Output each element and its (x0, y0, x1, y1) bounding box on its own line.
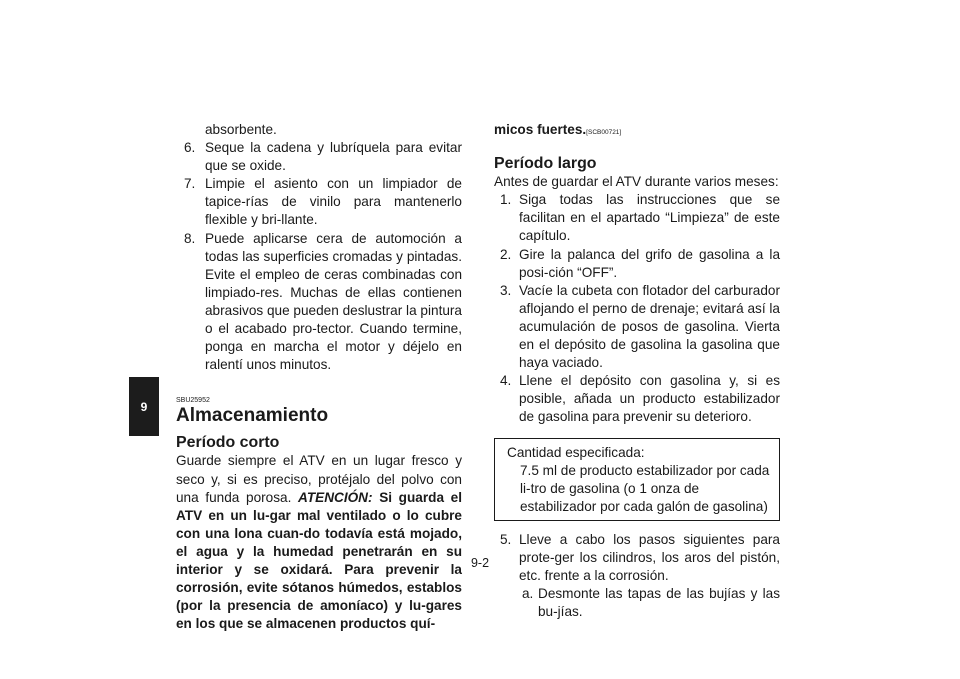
step-number: 7. (184, 176, 196, 192)
specification-box (494, 438, 780, 521)
short-term-paragraph (176, 452, 462, 633)
spec-detail: 7.5 ml de producto estabilizador por cada li-tro de gasolina (o 1 onza de estabilizador por cada galón de gasolina) (520, 462, 770, 514)
long-term-intro: Antes de guardar el ATV durante varios meses: (494, 174, 779, 190)
step-text: Gire la palanca del grifo de gasolina a la posi-ción “OFF”. (519, 246, 780, 280)
chapter-number: 9 (140, 399, 148, 414)
step-number: 4. (500, 373, 512, 389)
left-column (176, 121, 462, 633)
step-text: Lleve a cabo los pasos siguientes para prote-ger los cilindros, los aros del pistón, etc. frente a la corrosión. (519, 531, 780, 584)
list-item (494, 531, 780, 585)
section-code: SBU25952 (176, 397, 210, 405)
step-number: 6. (184, 140, 196, 156)
attention-text: Si guarda el ATV en un lu-gar mal ventilado o lo cubre con una lona cuan-do todavía está mojado, el agua y la humedad penetrarán en su interior y se oxidará. Para prevenir la corrosión, evite sótanos húmedos, establos (por la presencia de amoníaco) y lu-gares en los que se almacenen productos quí- (176, 489, 462, 632)
step-number: 3. (500, 282, 512, 298)
step-text: Seque la cadena y lubríquela para evitar que se oxide. (205, 140, 462, 174)
attention-label: ATENCIÓN: (298, 489, 373, 505)
substep-text: Desmonte las tapas de las bujías y las bu-jías. (538, 586, 780, 620)
list-item (494, 372, 780, 426)
continuation-text: absorbente. (205, 122, 277, 137)
list-item (494, 191, 780, 245)
step-number: 5. (500, 531, 512, 547)
step-number: 8. (184, 230, 196, 246)
caution-code: [SCB00721] (586, 129, 622, 136)
step-text: Siga todas las instrucciones que se facilitan en el apartado “Limpieza” de este capítulo. (519, 192, 780, 244)
chapter-tab (129, 377, 159, 436)
right-column (494, 121, 780, 621)
page-number: 9-2 (470, 556, 490, 570)
step-number: 1. (500, 192, 512, 208)
list-item (494, 246, 780, 282)
attention-continuation (494, 121, 780, 142)
attention-end-text: micos fuertes. (494, 122, 587, 137)
substep-letter: a. (522, 586, 534, 602)
step-text: Vacíe la cubeta con flotador del carburador aflojando el perno de drenaje; evitará así la acumulación de posos de gasolina. Vierta en el depósito de gasolina la gasolina que haya vaciado. (519, 282, 780, 371)
step-text: Puede aplicarse cera de automoción a todas las superficies cromadas y pintadas. Evite el empleo de ceras combinadas con limpiado-res. Muchas de ellas contienen abrasivos que pueden deslustrar la pintura o el acabado pro-tector. Cuando termine, ponga en marcha el motor y déjelo en ralentí unos minutos. (205, 230, 462, 373)
list-item (176, 175, 462, 229)
step-number: 2. (500, 246, 512, 262)
step-text: Llene el depósito con gasolina y, si es posible, añada un producto estabilizador de gasolina para prevenir su deterioro. (519, 373, 780, 425)
list-item (494, 282, 780, 372)
short-term-text: Guarde siempre el ATV en un lugar fresco y seco y, si es preciso, protéjalo del polvo con una funda porosa. (176, 453, 462, 505)
step-text: Limpie el asiento con un limpiador de tapice-rías de vinilo para mantenerlo flexible y bri-llante. (205, 176, 462, 228)
subsection-title-long: Período largo (494, 155, 597, 173)
subsection-title-short: Período corto (176, 434, 280, 452)
list-item (176, 139, 462, 175)
sub-list-item (494, 585, 780, 621)
section-title: Almacenamiento (176, 405, 329, 427)
spec-label: Cantidad especificada: (507, 444, 645, 460)
list-item (176, 230, 462, 375)
